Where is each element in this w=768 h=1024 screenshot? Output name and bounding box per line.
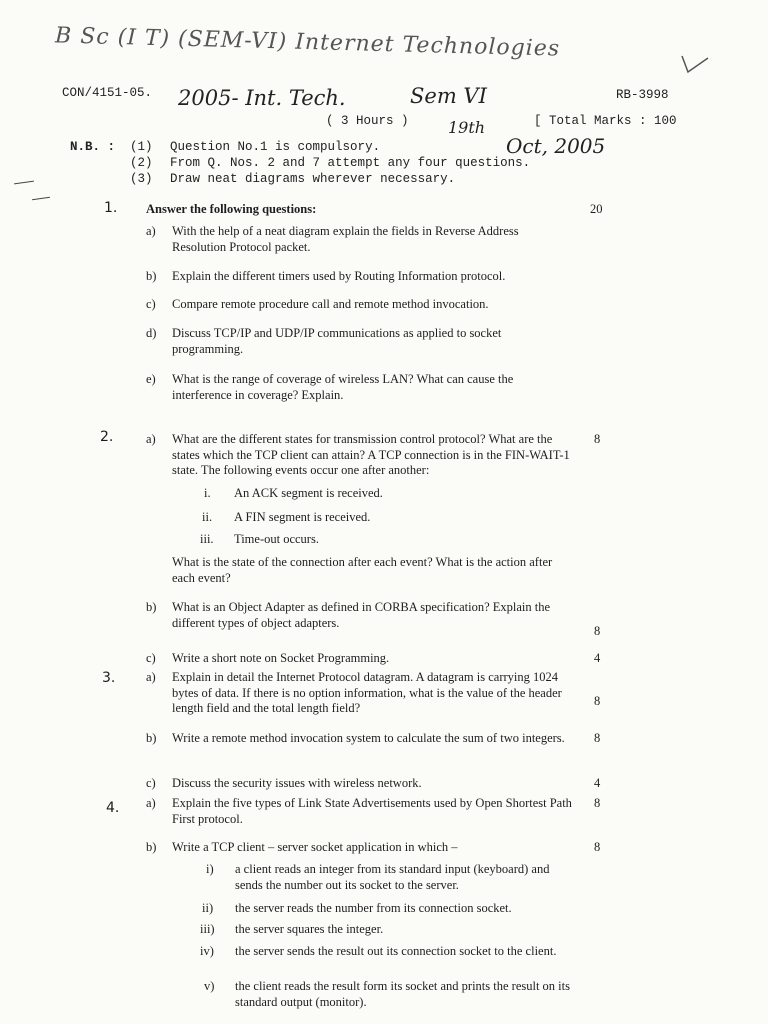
question-number: 3. [102, 670, 116, 686]
event-text: An ACK segment is received. [234, 486, 383, 500]
question-marks: 8 [594, 694, 601, 708]
question-number: 1. [104, 200, 118, 216]
event-text: A FIN segment is received. [234, 510, 371, 524]
question-marks: 8 [594, 432, 601, 446]
note-number: (1) [130, 140, 153, 154]
question-number: 2. [100, 429, 114, 445]
handwritten-date-day: 19th [448, 118, 486, 137]
question-marks: 8 [594, 624, 601, 638]
duration: ( 3 Hours ) [326, 114, 409, 128]
part-text: Explain in detail the Internet Protocol datagram. A datagram is carrying 1024 bytes of data. If there is no option information, what is the value of the header length field and the total length field? [172, 670, 562, 715]
note-item [130, 156, 530, 170]
part-text: Write a remote method invocation system to calculate the sum of two integers. [172, 731, 565, 745]
part-label: b) [146, 600, 157, 614]
step-text: the server squares the integer. [235, 922, 384, 936]
question-marks: 20 [590, 202, 603, 216]
part-text: Write a TCP client – server socket application in which – [172, 840, 458, 854]
part-label: b) [146, 269, 157, 283]
question-marks: 8 [594, 731, 601, 745]
question-marks: 4 [594, 651, 601, 665]
part-text: With the help of a neat diagram explain the fields in Reverse Address Resolution Protocol packet. [172, 224, 519, 254]
note-item [130, 172, 455, 186]
paper-code-left: CON/4151-05. [62, 86, 153, 100]
part-text: Discuss TCP/IP and UDP/IP communications as applied to socket programming. [172, 326, 502, 356]
paper-code-right: RB-3998 [616, 88, 669, 102]
step-number: ii) [202, 901, 214, 915]
note-number: (2) [130, 156, 153, 170]
part-text: Write a short note on Socket Programming. [172, 651, 390, 665]
question-number: 4. [106, 800, 120, 816]
event-number: i. [204, 486, 211, 500]
step-number: iv) [200, 944, 214, 958]
step-text: the client reads the result form its socket and prints the result on its standard output (monitor). [235, 979, 570, 1009]
part-label: a) [146, 224, 156, 238]
part-text: Discuss the security issues with wireless network. [172, 776, 422, 790]
part-label: b) [146, 731, 157, 745]
total-marks: [ Total Marks : 100 [534, 114, 677, 128]
step-text: a client reads an integer from its standard input (keyboard) and sends the number out its socket to the server. [235, 862, 550, 892]
part-label: a) [146, 432, 156, 446]
question-heading: Answer the following questions: [146, 202, 317, 216]
part-label: a) [146, 796, 156, 810]
part-text: Explain the different timers used by Routing Information protocol. [172, 269, 506, 283]
note-text: Draw neat diagrams wherever necessary. [170, 172, 456, 186]
event-number: ii. [202, 510, 213, 524]
note-item [130, 140, 380, 154]
event-number: iii. [200, 532, 214, 546]
note-text: Question No.1 is compulsory. [170, 140, 381, 154]
note-number: (3) [130, 172, 153, 186]
handwritten-course-title: B Sc (I T) (SEM-VI) Internet Technologies [54, 23, 561, 62]
check-mark [680, 52, 710, 76]
event-text: Time-out occurs. [234, 532, 319, 546]
part-label: c) [146, 297, 156, 311]
step-number: v) [204, 979, 215, 993]
part-label: b) [146, 840, 157, 854]
step-text: the server reads the number from its connection socket. [235, 901, 512, 915]
scan-mark [32, 197, 50, 200]
handwritten-semester: Sem VI [410, 84, 487, 108]
part-label: c) [146, 776, 156, 790]
question-marks: 8 [594, 840, 601, 854]
part-text: Compare remote procedure call and remote method invocation. [172, 297, 489, 311]
question-marks: 8 [594, 796, 601, 810]
part-text: What are the different states for transmission control protocol? What are the states which the TCP client can attain? A TCP connection is in the FIN-WAIT-1 state. The following events occur one after another: [172, 432, 570, 477]
notes-label: N.B. : [70, 140, 116, 154]
handwritten-date: Oct, 2005 [506, 134, 606, 158]
part-label: d) [146, 326, 157, 340]
note-text: From Q. Nos. 2 and 7 attempt any four questions. [170, 156, 531, 170]
step-number: i) [206, 862, 214, 876]
part-text: Explain the five types of Link State Advertisements used by Open Shortest Path First protocol. [172, 796, 572, 826]
part-label: a) [146, 670, 156, 684]
step-number: iii) [200, 922, 215, 936]
question-marks: 4 [594, 776, 601, 790]
part-text: What is an Object Adapter as defined in CORBA specification? Explain the different types of object adapters. [172, 600, 551, 630]
part-label: c) [146, 651, 156, 665]
scan-mark [14, 181, 34, 185]
part-text: What is the range of coverage of wireless LAN? What can cause the interference in coverage? Explain. [172, 372, 514, 402]
part-label: e) [146, 372, 156, 386]
step-text: the server sends the result out its connection socket to the client. [235, 944, 557, 958]
part-text-followup: What is the state of the connection after each event? What is the action after each event? [172, 555, 553, 585]
handwritten-subject: 2005- Int. Tech. [178, 86, 346, 110]
